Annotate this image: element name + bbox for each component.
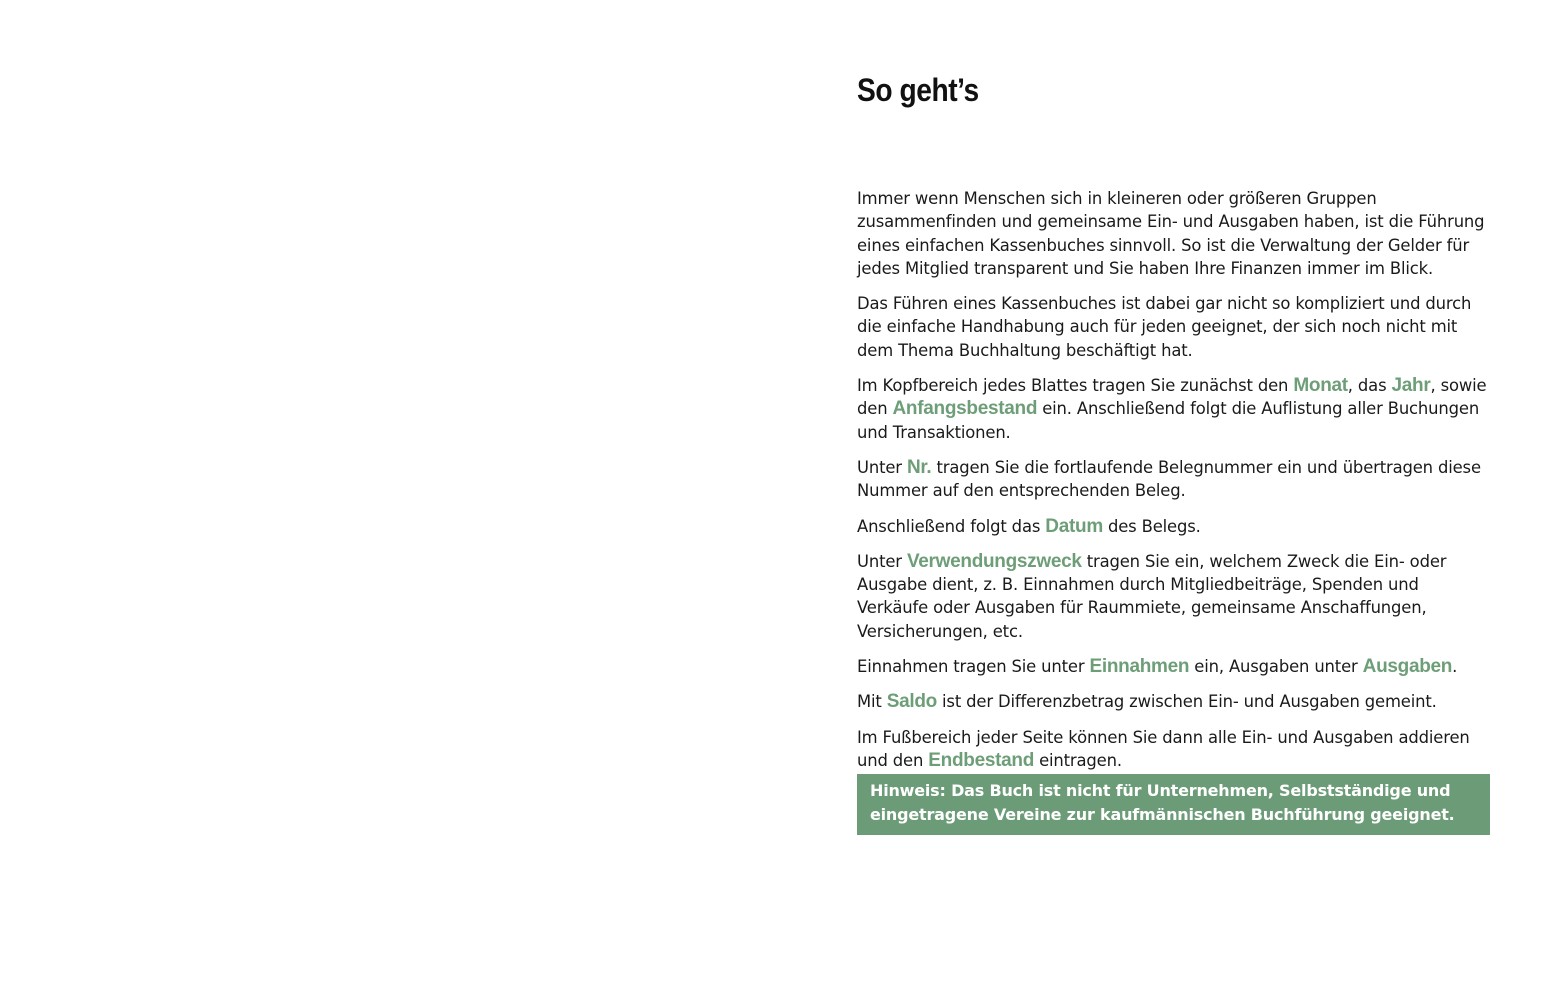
notice-box: Hinweis: Das Buch ist nicht für Unternehmen, Selbstständige und eingetragene Vereine zur kaufmännischen Buchführung geeignet. <box>857 774 1490 835</box>
keyword-monat: Monat <box>1293 375 1348 397</box>
text: ist der Differenzbetrag zwischen Ein- und Ausgaben gemeint. <box>936 692 1437 712</box>
paragraph-date <box>857 515 1493 538</box>
text: , sowie den <box>857 376 1487 419</box>
paragraph-simplicity: Das Führen eines Kassenbuches ist dabei gar nicht so kompliziert und durch die einfache Handhabung auch für jeden geeignet, der sich noch nicht mit dem Thema Buchhaltung beschäftigt hat. <box>857 294 1472 360</box>
page-title: So geht’s <box>857 72 979 108</box>
keyword-verwendungszweck: Verwendungszweck <box>906 550 1082 572</box>
paragraph-purpose <box>857 550 1493 643</box>
keyword-endbestand: Endbestand <box>928 749 1035 771</box>
text: . <box>1452 657 1458 677</box>
text: Unter <box>857 457 907 477</box>
text: des Belegs. <box>1102 516 1201 536</box>
keyword-saldo: Saldo <box>886 691 937 713</box>
left-page-blank <box>0 0 775 1000</box>
keyword-einnahmen: Einnahmen <box>1089 656 1190 678</box>
keyword-nr: Nr. <box>906 456 932 478</box>
text: ein. Anschließend folgt die Auflistung aller Buchungen und Transaktionen. <box>857 399 1480 442</box>
text: Im Kopfbereich jedes Blattes tragen Sie zunächst den <box>857 376 1294 396</box>
text: Einnahmen tragen Sie unter <box>857 657 1090 677</box>
keyword-datum: Datum <box>1045 515 1103 537</box>
text: , das <box>1347 376 1392 396</box>
text: Mit <box>857 692 887 712</box>
text: Unter <box>857 551 907 571</box>
text: Anschließend folgt das <box>857 516 1046 536</box>
paragraph-income-expenses <box>857 655 1493 678</box>
text: ein, Ausgaben unter <box>1189 657 1363 677</box>
text: tragen Sie ein, welchem Zweck die Ein- oder Ausgabe dient, z. B. Einnahmen durch Mitgliedbeiträge, Spenden und Verkäufe oder Ausgaben für Raummiete, gemeinsame Anschaffungen, Versicherungen, etc. <box>857 551 1447 641</box>
keyword-ausgaben: Ausgaben <box>1362 656 1453 678</box>
paragraph-footer-fields <box>857 726 1493 773</box>
paragraph-balance <box>857 690 1493 713</box>
paragraph-intro: Immer wenn Menschen sich in kleineren oder größeren Gruppen zusammenfinden und gemeinsame Ein- und Ausgaben haben, ist die Führung eines einfachen Kassenbuches sinnvoll. So ist die Verwaltung der Gelder für jedes Mitglied transparent und Sie haben Ihre Finanzen immer im Blick. <box>857 189 1485 278</box>
text: tragen Sie die fortlaufende Belegnummer ein und übertragen diese Nummer auf den entsprechenden Beleg. <box>857 457 1481 501</box>
paragraph-header-fields <box>857 374 1493 444</box>
instructions-body <box>857 187 1493 784</box>
text: eintragen. <box>1034 750 1122 770</box>
keyword-jahr: Jahr <box>1391 375 1431 397</box>
text: Im Fußbereich jeder Seite können Sie dann alle Ein- und Ausgaben addieren und den <box>857 727 1470 770</box>
right-page <box>857 0 1497 1000</box>
paragraph-number <box>857 456 1493 503</box>
keyword-anfangsbestand: Anfangsbestand <box>892 398 1038 420</box>
